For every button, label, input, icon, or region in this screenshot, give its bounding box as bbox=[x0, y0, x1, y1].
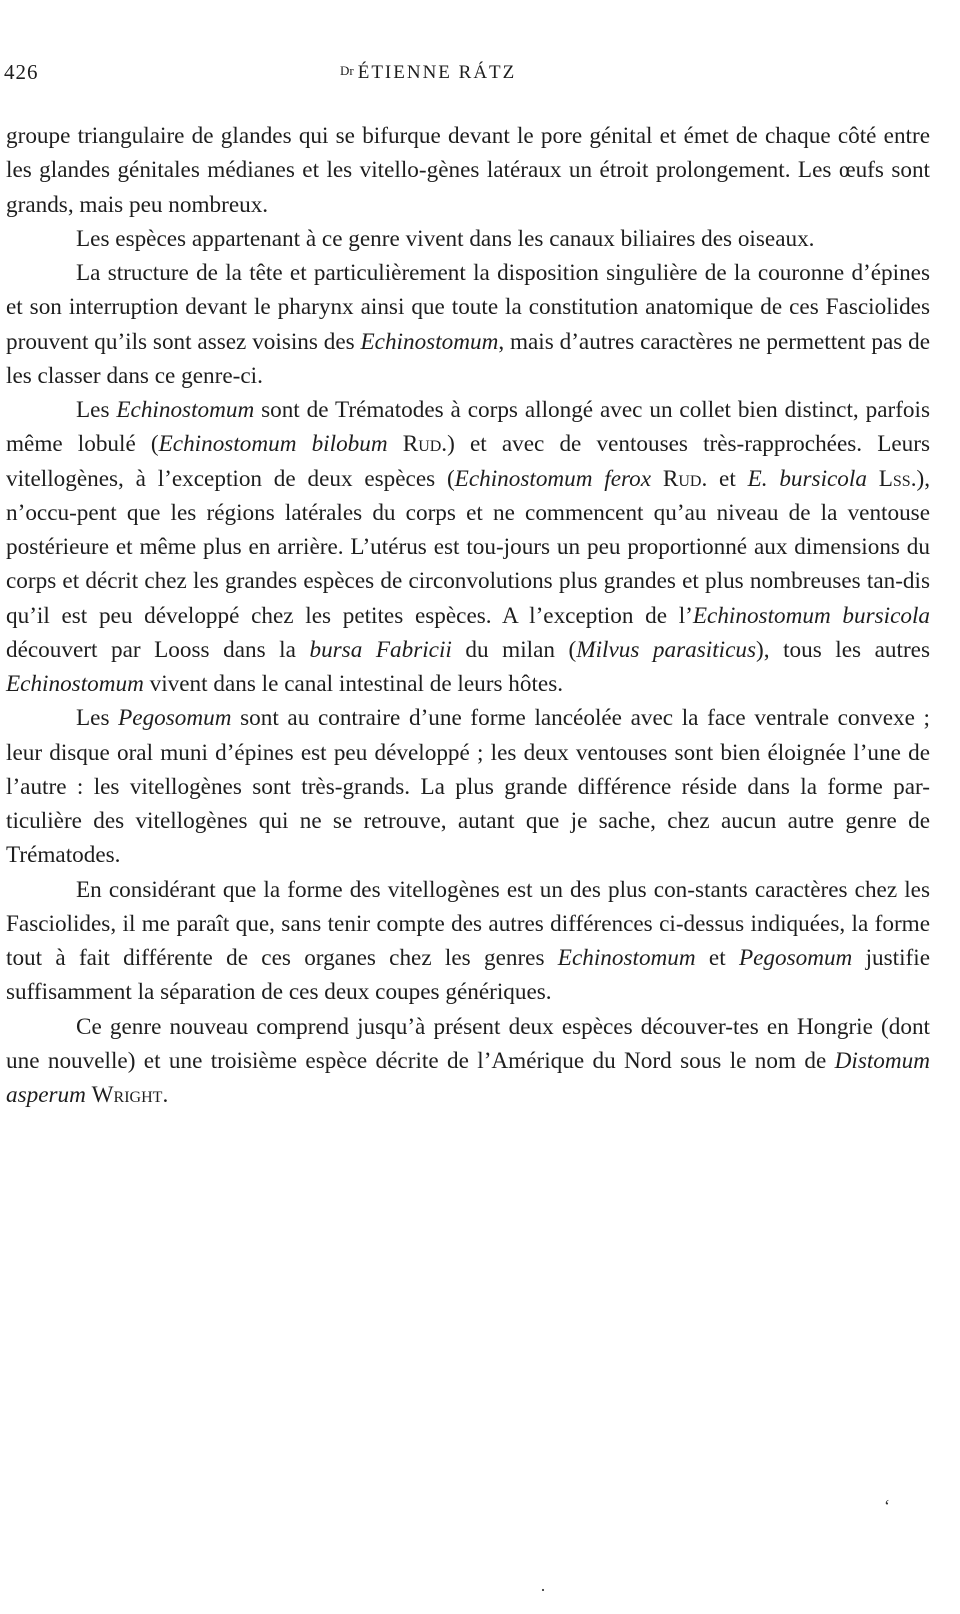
italic-taxon: Echinostomum ferox bbox=[454, 465, 652, 492]
text-run: sont au contraire d’une forme lancéolée avec la face ventrale convexe ; leur disque oral muni d’épines est peu développé ; les deux ventouses sont bien éloignée l’une de l’autre : les vitellogènes sont très-grands. La plus grande différence réside dans la forme par-ticulière des vitellogènes qui ne se retrouve, autant que je sache, chez aucun autre genre de Trématodes. bbox=[6, 705, 930, 869]
text-run bbox=[867, 466, 879, 492]
text-run: du milan ( bbox=[451, 636, 577, 663]
text-run: ), n’occu-pent que les régions latérales du corps et ne commencent qu’au niveau de la ventouse postérieure et même plus en arrière. L’utérus est tou-jours un peu proportionné aux dimensions du corps et décrit chez les grandes espèces de circonvolutions plus grandes et plus nombreuses tan-dis qu’il est peu développé chez les petites espèces. A l’exception de l’ bbox=[6, 465, 931, 629]
page-number: 426 bbox=[4, 60, 39, 84]
author-citation: Lss. bbox=[878, 465, 917, 492]
running-head-author bbox=[340, 62, 516, 84]
author-citation: Rud. bbox=[402, 431, 448, 458]
text-run: sont de Trématodes à corps allongé avec un collet bien distinct, parfois même lobulé ( bbox=[6, 397, 930, 458]
italic-taxon: bursa Fabricii bbox=[309, 636, 452, 663]
italic-taxon: Echinostomum bilobum bbox=[158, 431, 388, 458]
text-run: Les espèces appartenant à ce genre vivent dans les canaux biliaires des oiseaux. bbox=[76, 225, 815, 252]
paragraph bbox=[6, 222, 930, 256]
italic-taxon: Echinostomum bursicola bbox=[692, 602, 930, 629]
italic-taxon: Milvus parasiticus bbox=[576, 636, 757, 663]
text-run: ), tous les autres bbox=[756, 636, 930, 663]
text-run: groupe triangulaire de glandes qui se bifurque devant le pore génital et émet de chaque côté entre les glandes génitales médianes et les vitello-gènes latéraux un étroit prolongement. Les œufs sont grands, mais peu nombreux. bbox=[6, 123, 930, 218]
stray-print-mark: · bbox=[540, 1580, 546, 1600]
text-run: La structure de la tête et particulièrement la disposition singulière de la couronne d’épines et son interruption devant le pharynx ainsi que toute la constitution anatomique de ces Fasciolides prouvent qu’ils sont assez voisins des bbox=[6, 260, 930, 355]
italic-taxon: Echinostomum bbox=[116, 397, 255, 423]
text-run: Ce genre nouveau comprend jusqu’à présent deux espèces découver-tes en Hongrie (dont une nouvelle) et une troisième espèce décrite de l’Amérique du Nord sous le nom de bbox=[6, 1013, 930, 1074]
text-run: En considérant que la forme des vitellogènes est un des plus con-stants caractères chez les Fasciolides, il me paraît que, sans tenir compte des autres différences ci-dessus indiquées, la forme tout à fait différente de ces organes chez les genres bbox=[6, 876, 930, 971]
paragraph bbox=[6, 256, 930, 393]
text-run: ) et avec de ventouses très-rapprochées. Leurs vitellogènes, à l’exception de deux espèces ( bbox=[6, 431, 931, 492]
text-run: vivent dans le canal intestinal de leurs hôtes. bbox=[143, 671, 564, 697]
author-citation: Wright. bbox=[91, 1082, 169, 1108]
italic-taxon: E. bursicola bbox=[747, 465, 867, 492]
author-prefix: Dr bbox=[340, 63, 354, 78]
author-citation: Rud. bbox=[662, 465, 708, 492]
stray-print-mark: ‘ bbox=[884, 1496, 890, 1516]
text-run: et bbox=[695, 945, 739, 971]
paragraph bbox=[6, 1010, 930, 1113]
author-name: ÉTIENNE RÁTZ bbox=[357, 62, 517, 83]
body-text bbox=[6, 119, 930, 1112]
text-run: Les bbox=[76, 397, 117, 423]
italic-taxon: Echinostomum bbox=[360, 328, 499, 355]
running-header bbox=[0, 60, 960, 90]
text-run: , mais d’autres caractères ne permettent pas de les classer dans ce genre-ci. bbox=[6, 328, 930, 389]
italic-taxon: Echinostomum bbox=[557, 945, 696, 971]
text-run bbox=[651, 466, 663, 492]
italic-taxon: Echinostomum bbox=[6, 671, 144, 697]
paragraph bbox=[6, 873, 930, 1010]
text-run: découvert par Looss dans la bbox=[6, 636, 310, 663]
paragraph bbox=[6, 393, 930, 701]
text-run bbox=[388, 431, 403, 457]
italic-taxon: Pegosomum bbox=[118, 705, 232, 732]
text-run: justifie suffisamment la séparation de ces deux coupes génériques. bbox=[6, 945, 931, 1006]
italic-taxon: Pegosomum bbox=[738, 945, 853, 971]
italic-taxon: Distomum asperum bbox=[6, 1047, 930, 1108]
text-run: Les bbox=[76, 705, 119, 732]
paragraph bbox=[6, 701, 930, 872]
paragraph bbox=[6, 119, 930, 222]
text-run: et bbox=[707, 465, 748, 492]
